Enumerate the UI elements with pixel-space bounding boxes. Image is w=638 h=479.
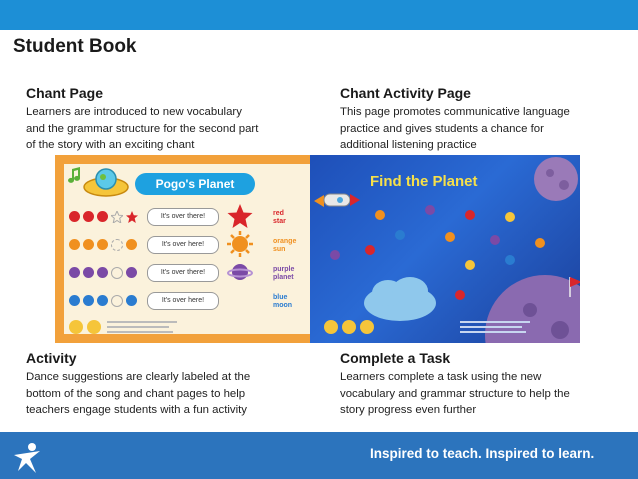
- chant-page-image: [55, 155, 310, 343]
- chant-page-description: Learners are introduced to new vocabulary and the grammar structure for the second part of the story with an exciting chant: [26, 106, 259, 151]
- scattered-shapes: [310, 155, 580, 343]
- complete-task-description: Learners complete a task using the new vocabulary and grammar structure to help the story progress even further: [340, 371, 570, 416]
- student-book-spread: [55, 155, 580, 343]
- label-blue-moon: blue moon: [273, 294, 293, 309]
- chant-bubble-3: It's over there!: [147, 264, 219, 282]
- scissors-icon: [360, 320, 374, 334]
- footer-tagline: Inspired to teach. Inspired to learn.: [370, 446, 595, 461]
- chant-activity-description: This page promotes communicative language practice and gives students a chance for additional listening practice: [340, 106, 570, 151]
- label-purple-planet: purple planet: [273, 266, 295, 281]
- activity-heading: Activity: [26, 350, 77, 366]
- pencil-icon: [342, 320, 356, 334]
- chant-bubble-4: It's over here!: [147, 292, 219, 310]
- star-figure-logo-icon: [10, 441, 44, 475]
- headphones-icon: [324, 320, 338, 334]
- top-banner: [0, 0, 638, 30]
- chant-activity-heading: Chant Activity Page: [340, 85, 471, 101]
- chant-page-heading: Chant Page: [26, 85, 104, 101]
- fine-print-line: [460, 321, 530, 323]
- fine-print-line: [460, 326, 522, 328]
- chant-activity-image: [310, 155, 580, 343]
- left-page-border: [55, 155, 310, 343]
- fine-print-line: [460, 331, 526, 333]
- page-title: Student Book: [13, 36, 137, 57]
- pogos-planet-title: Pogo's Planet: [135, 173, 255, 195]
- chant-bubble-2: It's over here!: [147, 236, 219, 254]
- label-red-star: red star: [273, 210, 286, 225]
- chant-bubble-1: It's over there!: [147, 208, 219, 226]
- label-orange-sun: orange sun: [273, 238, 297, 253]
- activity-description: Dance suggestions are clearly labeled at the bottom of the song and chant pages to help teachers engage students with a fun activity: [26, 371, 251, 416]
- complete-task-heading: Complete a Task: [340, 350, 451, 366]
- find-the-planet-title: Find the Planet: [370, 173, 478, 190]
